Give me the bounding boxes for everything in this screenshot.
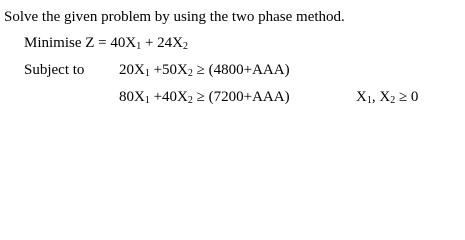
constraint-2-rhs: ≥ (7200+AAA) bbox=[192, 89, 290, 105]
objective-sub-2: 2 bbox=[183, 41, 189, 52]
constraint-1-sub-1: 1 bbox=[144, 68, 150, 79]
nonneg-var-2: , X bbox=[371, 89, 391, 105]
constraint-1-term-a: 20X bbox=[119, 62, 145, 78]
nonneg-sub-2: 2 bbox=[390, 95, 396, 106]
objective-function bbox=[24, 34, 188, 52]
objective-label: Minimise Z = 40X bbox=[24, 35, 137, 51]
constraint-1-sub-2: 2 bbox=[187, 68, 193, 79]
constraint-2-sub-1: 1 bbox=[144, 95, 150, 106]
subject-to-label: Subject to bbox=[24, 62, 85, 78]
constraint-2-term-b: +40X bbox=[149, 89, 188, 105]
nonnegativity-constraint bbox=[356, 88, 418, 106]
objective-sub-1: 1 bbox=[136, 41, 142, 52]
constraint-1 bbox=[119, 61, 290, 79]
constraint-1-rhs: ≥ (4800+AAA) bbox=[192, 62, 290, 78]
constraint-2-term-a: 80X bbox=[119, 89, 145, 105]
nonneg-rhs: ≥ 0 bbox=[395, 89, 419, 105]
nonneg-var-1: X bbox=[356, 89, 367, 105]
nonneg-sub-1: 1 bbox=[366, 95, 372, 106]
objective-term-2: + 24X bbox=[141, 35, 184, 51]
constraint-2-sub-2: 2 bbox=[187, 95, 193, 106]
constraint-2 bbox=[119, 88, 290, 106]
constraint-1-term-b: +50X bbox=[149, 62, 188, 78]
instruction-text: Solve the given problem by using the two phase method. bbox=[4, 9, 345, 25]
